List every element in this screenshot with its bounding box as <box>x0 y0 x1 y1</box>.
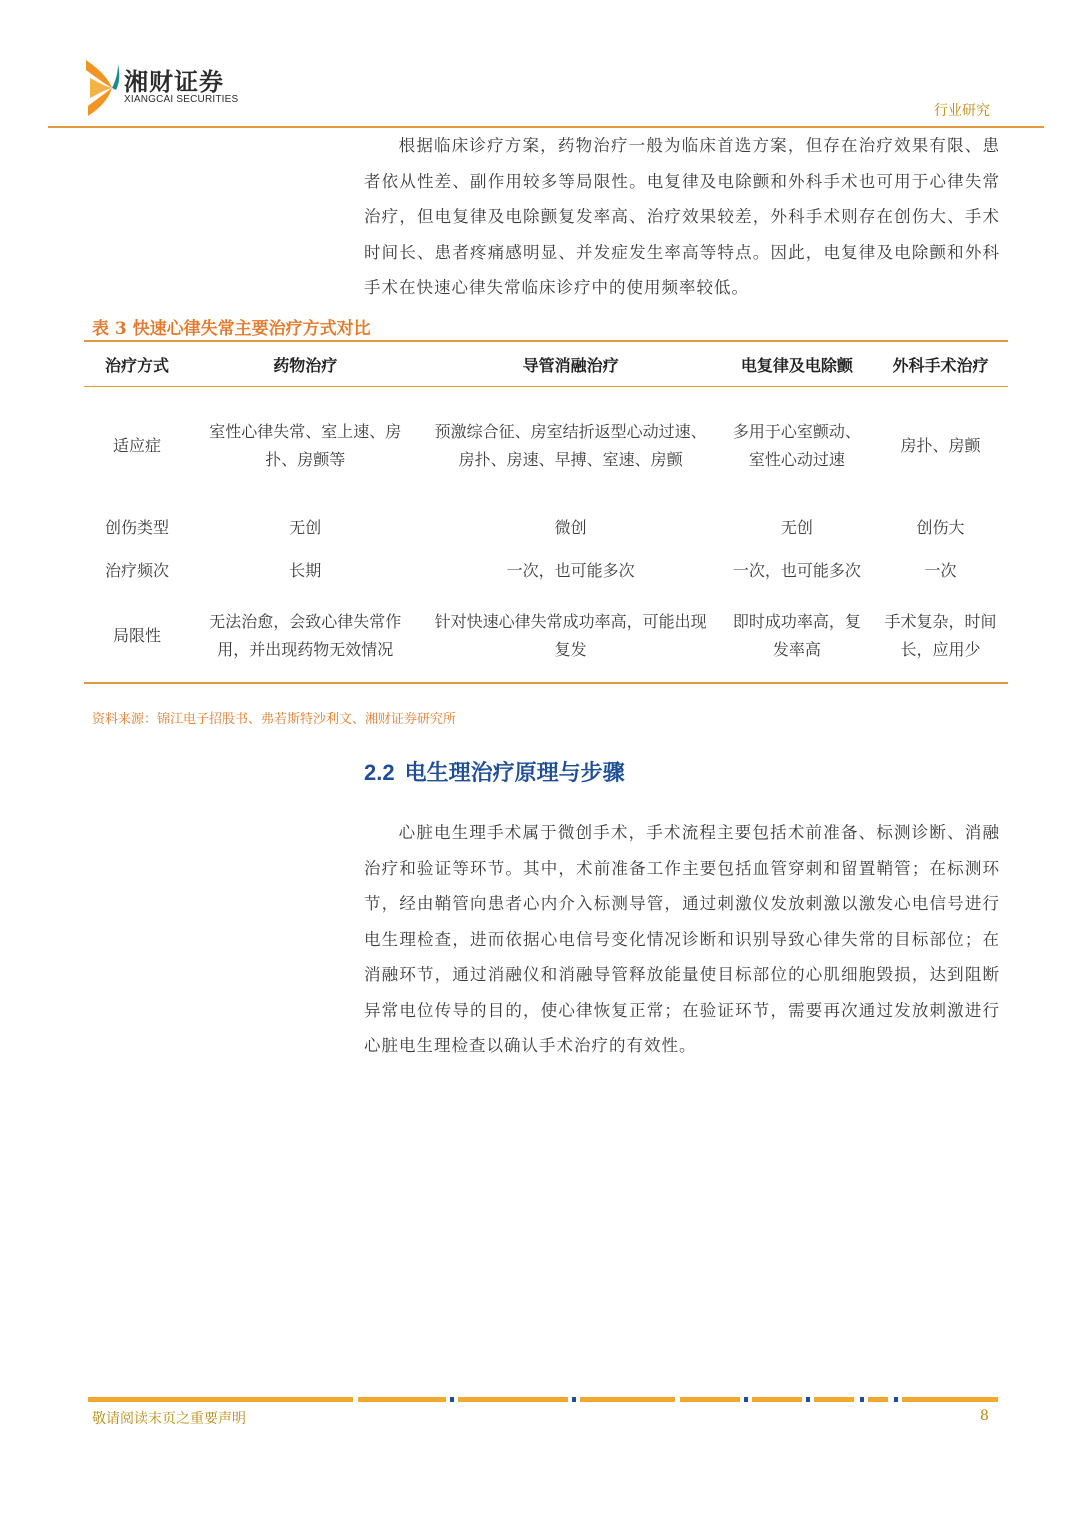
table-cell: 创伤大 <box>916 517 965 537</box>
table-cell: 一次，也可能多次 <box>506 560 635 580</box>
intro-paragraph <box>364 128 1000 306</box>
section-number: 2.2 <box>364 760 395 785</box>
section-title: 电生理治疗原理与步骤 <box>404 760 625 786</box>
table-row <box>84 505 1008 551</box>
table-cell: 即时成功率高，复发率高 <box>721 591 873 683</box>
table-cell: 无创 <box>780 517 813 537</box>
table-cell: 房扑、房颤 <box>900 435 981 455</box>
table-cell: 局限性 <box>84 591 190 683</box>
intro-text: 根据临床诊疗方案，药物治疗一般为临床首选方案，但存在治疗效果有限、患者依从性差、副作用较多等局限性。电复律及电除颤和外科手术也可用于心律失常治疗，但电复律及电除颤复发率高、治疗效果较差，外科手术则存在创伤大、手术时间长、患者疼痛感明显、并发症发生率高等特点。因此，电复律及电除颤和外科手术在快速心律失常临床诊疗中的使用频率较低。 <box>364 136 1000 297</box>
table-cell: 预激综合征、房室结折返型心动过速、房扑、房速、早搏、室速、房颤 <box>434 421 707 469</box>
company-name-cn: 湘财证券 <box>124 68 224 96</box>
table-cell: 室性心律失常、室上速、房扑、房颤等 <box>209 421 402 469</box>
header-cell: 电复律及电除颤 <box>721 341 873 387</box>
table-cell: 创伤类型 <box>104 517 169 537</box>
table-cell: 一次 <box>924 560 957 580</box>
table-row <box>84 387 1008 505</box>
company-name-en: XIANGCAI SECURITIES <box>124 94 239 105</box>
footer-decorative-bar <box>88 1397 998 1402</box>
page-number: 8 <box>980 1408 989 1424</box>
header-cell: 药物治疗 <box>190 341 421 387</box>
section-text: 心脏电生理手术属于微创手术，手术流程主要包括术前准备、标测诊断、消融治疗和验证等环节。其中，术前准备工作主要包括血管穿刺和留置鞘管；在标测环节，经由鞘管向患者心内介入标测导管，通过刺激仪发放刺激以激发心电信号进行电生理检查，进而依据心电信号变化情况诊断和识别导致心律失常的目标部位；在消融环节，通过消融仪和消融导管释放能量使目标部位的心肌细胞毁损，达到阻断异常电位传导的目的，使心律恢复正常；在验证环节，需要再次通过发放刺激进行心脏电生理检查以确认手术治疗的有效性。 <box>364 823 1000 1055</box>
section-paragraph <box>364 815 1000 1064</box>
table-cell: 适应症 <box>112 435 161 455</box>
header-cell: 外科手术治疗 <box>873 341 1008 387</box>
report-category: 行业研究 <box>934 103 990 119</box>
table-cell: 微创 <box>554 517 587 537</box>
logo-mark-icon <box>82 56 122 120</box>
header-cell: 治疗方式 <box>84 341 190 387</box>
table-cell: 治疗频次 <box>104 560 169 580</box>
table-cell: 一次，也可能多次 <box>732 560 861 580</box>
table-row <box>84 551 1008 591</box>
footer-disclaimer: 敬请阅读末页之重要声明 <box>92 1411 246 1427</box>
header-cell: 导管消融治疗 <box>421 341 721 387</box>
table-cell: 针对快速心律失常成功率高，可能出现复发 <box>421 591 721 683</box>
comparison-table <box>84 340 1008 684</box>
section-heading <box>364 756 625 787</box>
table-header-row <box>84 341 1008 387</box>
table-cell: 长期 <box>289 560 322 580</box>
table-cell: 无创 <box>289 517 322 537</box>
company-logo <box>82 56 242 120</box>
table-cell: 无法治愈，会致心律失常作用，并出现药物无效情况 <box>190 591 421 683</box>
table-source: 资料来源：锦江电子招股书、弗若斯特沙利文、湘财证券研究所 <box>92 712 457 727</box>
table-title: 表 3 快速心律失常主要治疗方式对比 <box>92 319 371 339</box>
table-cell: 手术复杂，时间长，应用少 <box>873 591 1008 683</box>
table-cell: 多用于心室颤动、室性心动过速 <box>732 421 861 469</box>
table-row <box>84 591 1008 683</box>
